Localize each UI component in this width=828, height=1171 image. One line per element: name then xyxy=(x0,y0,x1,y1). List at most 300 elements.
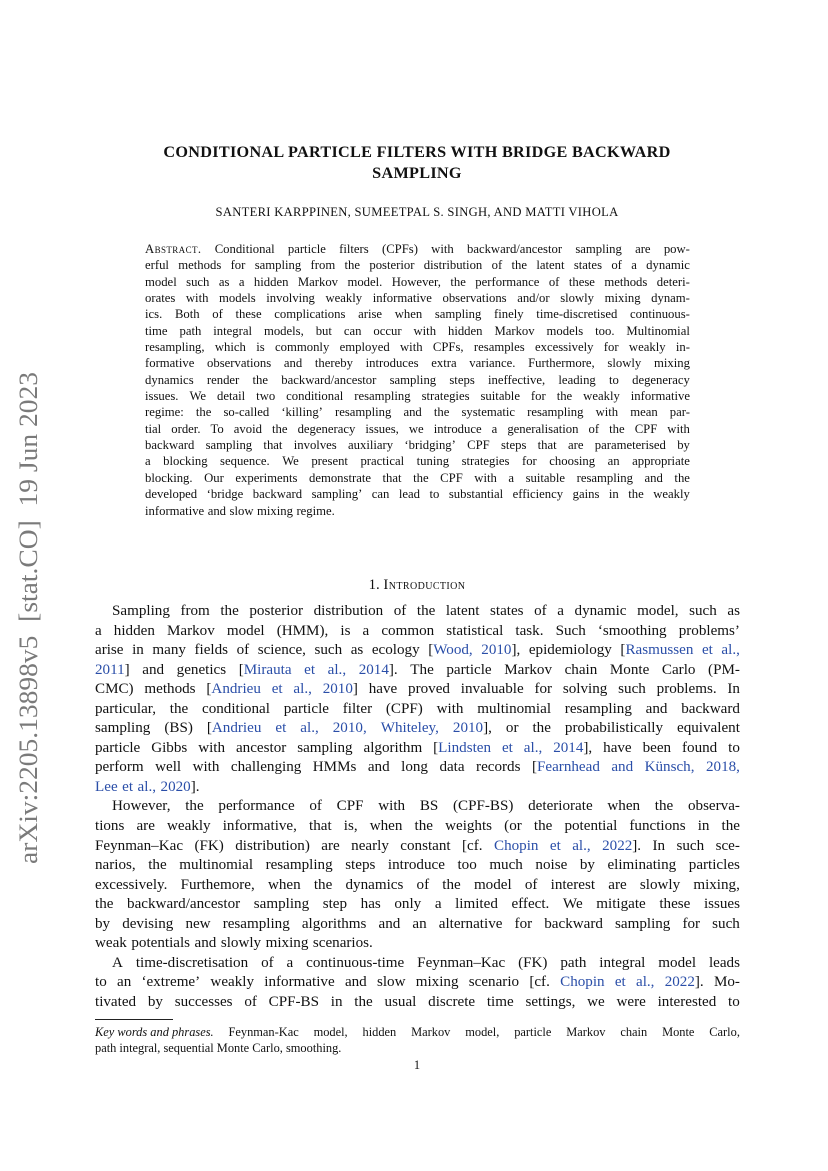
word: distribution) xyxy=(235,837,310,854)
word: of xyxy=(548,274,560,289)
word: particle xyxy=(446,661,492,678)
abstract-line xyxy=(145,470,690,486)
word: tial xyxy=(145,421,162,436)
word: [cf. xyxy=(529,974,550,991)
word: However, xyxy=(112,798,171,815)
word: as xyxy=(218,274,230,289)
word: 2014], xyxy=(553,739,593,756)
word: the xyxy=(413,470,429,485)
word: choosing xyxy=(549,454,596,469)
word: by xyxy=(95,915,111,932)
word: 2010], xyxy=(481,642,521,659)
word: blocking xyxy=(163,454,208,469)
word: by xyxy=(579,857,595,874)
word: is xyxy=(256,340,265,355)
abstract-line xyxy=(145,290,690,306)
word: A xyxy=(112,954,123,971)
word: excessively xyxy=(534,340,594,355)
word: ics. xyxy=(145,307,163,322)
body-line xyxy=(95,700,740,720)
word: models xyxy=(546,323,584,338)
word: leading xyxy=(558,372,596,387)
word: scenarios. xyxy=(312,935,373,952)
word: sampling xyxy=(389,372,437,387)
word: narios, xyxy=(95,857,136,874)
word: [Fearnhead xyxy=(531,759,600,776)
word: we xyxy=(587,993,605,1010)
word: CPF xyxy=(336,798,364,815)
word: time xyxy=(145,323,168,338)
word: observations xyxy=(207,356,272,371)
word: latent xyxy=(536,258,565,273)
word: par- xyxy=(669,405,690,420)
word: informative xyxy=(264,974,335,991)
word: successes xyxy=(174,993,233,1010)
word: the xyxy=(252,372,269,387)
word: variance. xyxy=(469,356,516,371)
word: the xyxy=(674,470,690,485)
word: weakly xyxy=(628,340,666,355)
word: ancestor xyxy=(235,739,287,756)
word: ‘extreme’ xyxy=(141,974,201,991)
word: challenging xyxy=(230,759,302,776)
word: model xyxy=(658,954,697,971)
word: in xyxy=(608,487,619,502)
word: integral xyxy=(599,954,646,971)
word: et xyxy=(614,974,626,991)
word: the xyxy=(433,405,450,420)
word: [Mirauta xyxy=(238,661,292,678)
footnote-line xyxy=(95,1040,740,1056)
word: observations xyxy=(442,291,507,306)
word: hidden xyxy=(362,1025,397,1039)
word: model xyxy=(226,622,265,639)
word: proved xyxy=(408,681,450,698)
word: the xyxy=(628,487,644,502)
abstract-line xyxy=(145,453,690,469)
word: al., xyxy=(572,837,591,854)
word: science, xyxy=(257,642,306,659)
word: step xyxy=(322,896,348,913)
word: However, xyxy=(391,274,441,289)
word: constant xyxy=(400,837,451,854)
word: are xyxy=(635,242,651,256)
word: generalisation xyxy=(507,421,579,436)
body-line xyxy=(95,817,740,837)
word: et xyxy=(304,661,316,678)
word: settings, xyxy=(525,993,576,1010)
word: as xyxy=(727,603,740,619)
word: many xyxy=(152,642,186,659)
word: CMC) xyxy=(95,681,134,698)
body-line xyxy=(95,993,740,1013)
word: invaluable xyxy=(460,681,524,698)
word: deteriorate xyxy=(528,798,593,815)
word: et xyxy=(701,642,713,659)
word: resampling xyxy=(265,857,333,874)
word: commonly xyxy=(275,340,330,355)
word: Both xyxy=(174,307,200,322)
word: sampling xyxy=(615,915,671,932)
word: ineffective, xyxy=(487,372,546,387)
word: two xyxy=(256,389,276,404)
word: particle xyxy=(514,1025,552,1039)
paper-title-line-1: CONDITIONAL PARTICLE FILTERS WITH BRIDGE BACKWARD xyxy=(163,143,671,161)
word: extra xyxy=(431,356,457,371)
word: of xyxy=(611,258,622,273)
word: are xyxy=(608,876,627,893)
section-title: Introduction xyxy=(383,577,466,593)
word: interest xyxy=(550,876,596,893)
body-line xyxy=(95,739,740,759)
word: problems. xyxy=(656,681,717,698)
word: for xyxy=(603,340,619,355)
word: pow- xyxy=(663,242,690,256)
word: regime. xyxy=(296,503,335,518)
word: introduces xyxy=(365,356,419,371)
word: with xyxy=(378,798,406,815)
abstract-line xyxy=(145,355,690,371)
word: the xyxy=(533,818,553,835)
body-line xyxy=(95,719,740,739)
word: such xyxy=(712,915,740,932)
word: to xyxy=(95,974,107,991)
word: are xyxy=(567,438,584,453)
word: Markov xyxy=(494,323,535,338)
word: time xyxy=(486,993,514,1010)
word: informative, xyxy=(222,818,297,835)
word: an xyxy=(412,915,427,932)
word: can xyxy=(371,487,390,502)
word: We xyxy=(189,389,207,404)
word: particle xyxy=(287,242,326,256)
word: the xyxy=(532,720,551,737)
word: finely xyxy=(494,307,524,322)
body-line xyxy=(95,758,740,778)
word: the xyxy=(414,818,433,835)
word: Markov xyxy=(504,661,553,678)
word: eliminating xyxy=(607,857,677,874)
word: the xyxy=(654,798,674,815)
word: integral xyxy=(213,323,253,338)
word: models, xyxy=(263,323,304,338)
word: excessively. xyxy=(95,876,168,893)
word: issues. xyxy=(145,389,179,404)
word: steps xyxy=(345,857,376,874)
word: distribution xyxy=(313,603,384,619)
word: ‘smoothing xyxy=(597,622,667,639)
word: (FK) xyxy=(194,837,224,854)
word: new xyxy=(185,915,211,932)
word: (or xyxy=(504,818,522,835)
abstract-line xyxy=(145,323,690,339)
word: as xyxy=(350,642,364,659)
word: regime: xyxy=(145,405,184,420)
word: the xyxy=(185,798,204,815)
word: [Rasmussen xyxy=(620,642,694,659)
word: Monte xyxy=(662,1025,695,1039)
word: observa- xyxy=(687,798,740,815)
word: (CPFs) xyxy=(381,242,418,256)
arxiv-identifier-stamp xyxy=(4,368,48,868)
word: when xyxy=(267,876,301,893)
word: slow xyxy=(376,974,406,991)
word: demonstrate xyxy=(308,470,371,485)
word: [cf. xyxy=(462,837,483,854)
word: by xyxy=(677,438,690,453)
word: a xyxy=(557,603,564,619)
word: and xyxy=(644,470,663,485)
word: algorithms xyxy=(301,915,367,932)
word: for xyxy=(230,258,246,273)
word: these xyxy=(659,896,691,913)
word: of xyxy=(309,798,322,815)
word: when xyxy=(607,798,641,815)
word: were xyxy=(616,993,646,1010)
word: CPF xyxy=(467,438,490,453)
word: Furthermore, xyxy=(528,356,595,371)
word: Chopin xyxy=(493,837,539,854)
word: practical xyxy=(360,454,405,469)
word: such xyxy=(689,603,717,619)
word: weakly xyxy=(210,974,255,991)
word: dynamic xyxy=(646,258,690,273)
word: distribution xyxy=(423,258,483,273)
word: only xyxy=(394,896,422,913)
word: et xyxy=(271,681,283,698)
word: multinomial xyxy=(477,700,552,717)
word: Markov xyxy=(297,274,339,289)
word: al., xyxy=(721,642,740,659)
word: a xyxy=(238,274,245,289)
word: render xyxy=(206,372,240,387)
word: devising xyxy=(122,915,174,932)
word: a xyxy=(362,622,370,639)
word: filter xyxy=(342,700,373,717)
word: multinomial xyxy=(179,857,254,874)
word: mixing xyxy=(653,356,690,371)
word: to xyxy=(609,372,619,387)
footnote xyxy=(95,1024,740,1056)
word: noise xyxy=(535,857,568,874)
word: CPF xyxy=(440,470,463,485)
word: blocking. xyxy=(145,470,193,485)
word: data xyxy=(439,759,465,776)
word: sampling xyxy=(205,438,253,453)
word: with xyxy=(595,405,619,420)
word: model, xyxy=(637,603,679,619)
word: issues, xyxy=(365,421,399,436)
word: filters xyxy=(339,242,369,256)
body-line xyxy=(95,973,740,993)
word: and xyxy=(378,915,401,932)
word: mixing, xyxy=(693,876,740,893)
word: for xyxy=(534,681,553,698)
word: (PM- xyxy=(708,661,740,678)
word: substantial xyxy=(448,487,504,502)
word: the xyxy=(195,405,212,420)
word: Markov xyxy=(411,1025,451,1039)
word: and xyxy=(207,503,227,518)
word: the xyxy=(95,896,114,913)
word: model. xyxy=(347,274,383,289)
footnote-label: Key words and phrases. xyxy=(95,1025,214,1039)
word: have xyxy=(368,681,398,698)
word: perform xyxy=(95,759,144,776)
word: such xyxy=(186,274,210,289)
word: methods xyxy=(604,274,648,289)
word: [Lindsten xyxy=(433,739,492,756)
word: al., xyxy=(635,974,655,991)
word: long xyxy=(401,759,428,776)
word: (FK) xyxy=(518,954,548,971)
word: order. xyxy=(171,421,201,436)
word: 2010] xyxy=(322,681,358,698)
word: backward xyxy=(681,700,740,717)
word: Carlo, xyxy=(709,1025,740,1039)
word: Conditional xyxy=(214,242,275,256)
word: such xyxy=(314,642,343,659)
word: Feynman-Kac xyxy=(228,1025,299,1039)
word: the xyxy=(272,421,288,436)
word: lead xyxy=(398,487,421,502)
word: Chopin xyxy=(560,974,605,991)
paper-title-line-2: SAMPLING xyxy=(372,164,462,182)
word: and/or xyxy=(517,291,550,306)
word: of xyxy=(261,954,274,971)
word: backward/ancestor xyxy=(466,242,563,256)
body-line xyxy=(95,954,740,974)
word: been xyxy=(642,739,672,756)
body-line xyxy=(95,797,740,817)
word: posterior xyxy=(369,258,415,273)
word: mixing xyxy=(265,935,309,952)
word: gains xyxy=(572,487,600,502)
word: interested xyxy=(657,993,717,1010)
word: continuous- xyxy=(630,307,690,322)
word: weak xyxy=(95,935,127,952)
word: al., xyxy=(293,681,312,698)
word: and xyxy=(403,405,422,420)
word: involves xyxy=(293,438,337,453)
word: in xyxy=(330,993,343,1010)
word: strategies xyxy=(461,454,510,469)
word: hidden xyxy=(253,274,289,289)
word: that xyxy=(309,818,332,835)
word: or xyxy=(505,720,519,737)
word: and xyxy=(344,974,367,991)
word: from xyxy=(180,603,210,619)
word: solving xyxy=(562,681,608,698)
abstract-line xyxy=(145,306,690,322)
word: and xyxy=(367,759,390,776)
word: an xyxy=(607,454,620,469)
word: Such xyxy=(555,622,586,639)
word: [Andrieu xyxy=(206,681,261,698)
word: informative xyxy=(372,291,432,306)
word: efficiency xyxy=(512,487,564,502)
word: found xyxy=(682,739,718,756)
word: issues xyxy=(703,896,740,913)
word: the xyxy=(354,993,373,1010)
word: in- xyxy=(675,340,690,355)
word: hidden xyxy=(113,622,155,639)
word: of xyxy=(244,993,257,1010)
abstract-line xyxy=(145,372,690,388)
word: detail xyxy=(217,389,246,404)
word: sampling xyxy=(434,307,482,322)
word: dynamic xyxy=(574,603,627,619)
word: orates xyxy=(145,291,176,306)
word: sampling xyxy=(575,242,622,256)
word: epidemiology xyxy=(528,642,612,659)
abstract-label: Abstract. xyxy=(145,242,202,256)
word: parameterised xyxy=(594,438,666,453)
word: formative xyxy=(145,356,195,371)
word: records xyxy=(476,759,521,776)
word: genetics xyxy=(176,661,227,678)
word: sequence. xyxy=(220,454,270,469)
word: CPF-BS xyxy=(268,993,320,1010)
word: sce- xyxy=(715,837,740,854)
word: effect. xyxy=(511,896,550,913)
section-heading xyxy=(96,577,738,594)
word: sampling xyxy=(254,258,302,273)
word: Feynman–Kac xyxy=(417,954,506,971)
word: these xyxy=(235,307,262,322)
word: ‘bridging’ xyxy=(404,438,456,453)
word: limited xyxy=(455,896,498,913)
word: particle xyxy=(283,700,329,717)
word: to xyxy=(429,487,440,502)
word: weakly xyxy=(167,818,211,835)
word: backward xyxy=(252,487,303,502)
word: and xyxy=(611,759,634,776)
word: with xyxy=(198,739,226,756)
word: tivated xyxy=(95,993,137,1010)
word: of xyxy=(588,421,600,436)
word: of xyxy=(524,876,538,893)
word: In xyxy=(652,837,666,854)
word: resampling xyxy=(354,389,411,404)
word: conditional xyxy=(202,700,270,717)
word: 2011] xyxy=(95,661,130,678)
word: (CPF-BS) xyxy=(453,798,514,815)
word: hidden xyxy=(447,323,483,338)
word: erful xyxy=(145,258,169,273)
word: Mo- xyxy=(713,974,740,991)
word: chain xyxy=(564,661,598,678)
word: slowly xyxy=(639,876,681,893)
word: weights xyxy=(445,818,493,835)
body-line xyxy=(95,856,740,876)
word: complications xyxy=(274,307,346,322)
word: Monte xyxy=(609,661,650,678)
body-line xyxy=(95,661,740,681)
word: posterior xyxy=(249,603,304,619)
word: by xyxy=(147,993,163,1010)
word: steps xyxy=(501,438,527,453)
word: with xyxy=(436,700,464,717)
word: arise xyxy=(358,307,383,322)
word: and xyxy=(645,700,668,717)
page-number: 1 xyxy=(413,1058,421,1072)
word: Multinomial xyxy=(626,323,690,338)
word: (CPF) xyxy=(385,700,423,717)
word: with xyxy=(192,759,220,776)
word: algorithm xyxy=(363,739,423,756)
word: BS xyxy=(419,798,439,815)
